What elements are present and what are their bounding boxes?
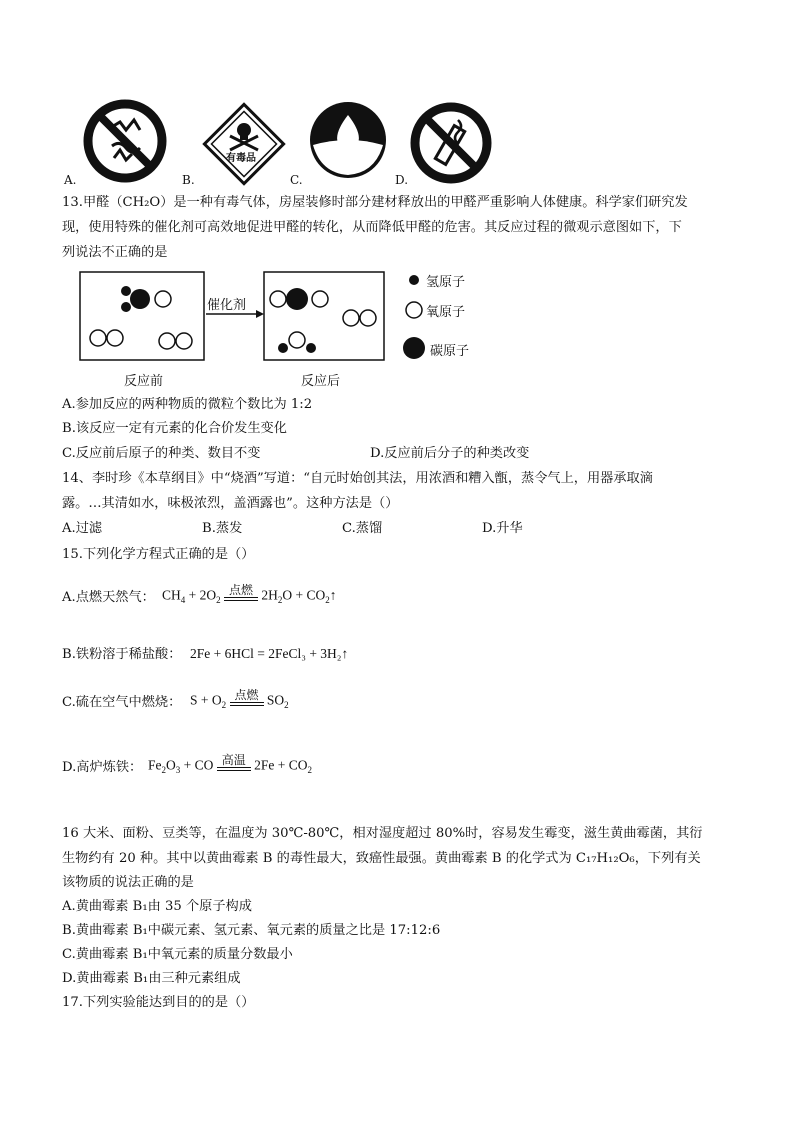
q15-a-prefix: A.点燃天然气：: [62, 590, 155, 605]
q14-option-c: C.蒸馏: [342, 521, 383, 536]
legend-hydrogen: 氢原子: [426, 275, 466, 290]
catalyst-label: 催化剂: [207, 298, 247, 313]
q16-option-d: D.黄曲霉素 B₁由三种元素组成: [62, 971, 241, 986]
q15-b-equation: 2Fe + 6HCl = 2FeCl₃ + 3H₂↑: [190, 646, 349, 661]
sign-d-letter: D.: [395, 173, 409, 187]
flammable-liquid-sign-icon: [305, 97, 391, 183]
q14-stem-line2: 露。…其清如水，味极浓烈，盖酒露也”。这种方法是（）: [62, 496, 399, 511]
q13-stem-line1: 13.甲醛（CH₂O）是一种有毒气体，房屋装修时部分建材释放出的甲醛严重影响人体健康。科学家们研究发: [62, 195, 688, 210]
after-label: 反应后: [301, 374, 341, 389]
q15-stem: 15.下列化学方程式正确的是（）: [62, 547, 255, 562]
q17-stem: 17.下列实验能达到目的的是（）: [62, 995, 255, 1010]
q16-option-c: C.黄曲霉素 B₁中氧元素的质量分数最小: [62, 947, 293, 962]
q13-option-d: D.反应前后分子的种类改变: [370, 446, 530, 461]
q15-option-c: [62, 680, 462, 714]
q15-b-prefix: B.铁粉溶于稀盐酸：: [62, 647, 182, 662]
legend-carbon: 碳原子: [430, 344, 470, 359]
sign-b-letter: B.: [182, 173, 195, 187]
q15-option-a: [62, 575, 462, 609]
toxic-sign-icon: [200, 100, 288, 188]
q13-option-b: B.该反应一定有元素的化合价发生变化: [62, 421, 287, 436]
q16-stem-line1: 16 大米、面粉、豆类等，在温度为 30℃-80℃，相对湿度超过 80%时，容易发生霉变，滋生黄曲霉菌，其衍: [62, 826, 703, 841]
q15-d-prefix: D.高炉炼铁：: [62, 760, 143, 775]
q15-option-d: [62, 745, 462, 779]
q16-stem-line3: 该物质的说法正确的是: [62, 875, 194, 890]
legend-oxygen: 氧原子: [426, 305, 466, 320]
q13-stem-line2: 现，使用特殊的催化剂可高效地促进甲醛的转化，从而降低甲醛的危害。其反应过程的微观示意图如下，下: [62, 220, 682, 235]
q15-c-equation: $S + O_2$ 点燃 $SO_2$: [190, 688, 289, 710]
q15-option-b: [62, 632, 462, 666]
q16-option-b: B.黄曲霉素 B₁中碳元素、氢元素、氧元素的质量之比是 17:12:6: [62, 923, 441, 938]
q14-option-b: B.蒸发: [202, 521, 243, 536]
q15-c-prefix: C.硫在空气中燃烧：: [62, 695, 182, 710]
q14-option-a: A.过滤: [62, 521, 103, 536]
q13-option-c: C.反应前后原子的种类、数目不变: [62, 446, 261, 461]
no-smoking-sign-icon: [408, 100, 494, 186]
q14-stem-line1: 14、李时珍《本草纲目》中“烧酒”写道：“自元时始创其法，用浓酒和糟入甑，蒸令气上，用器承取滴: [62, 471, 653, 486]
q16-stem-line2: 生物约有 20 种。其中以黄曲霉素 B 的毒性最大，致癌性最强。黄曲霉素 B 的化学式为 C₁₇H₁₂O₆，下列有关: [62, 851, 701, 866]
q15-a-condition: 点燃: [229, 583, 254, 597]
q13-stem-line3: 列说法不正确的是: [62, 245, 168, 260]
sign-a-letter: A.: [64, 173, 77, 187]
toxic-sign-caption: 有毒品: [226, 153, 256, 164]
before-label: 反应前: [124, 374, 164, 389]
q15-c-condition: 点燃: [234, 688, 259, 702]
q15-d-condition: 高温: [221, 753, 246, 767]
q15-a-equation: $CH_4 + 2O_2$ 点燃 $2H_2O$ + $CO_2↑$: [162, 583, 337, 605]
q15-d-equation: $Fe_2O_3$ + CO 高温 $2Fe + CO_2$: [148, 753, 312, 775]
q14-option-d: D.升华: [482, 521, 523, 536]
sign-c-letter: C.: [290, 173, 303, 187]
q16-option-a: A.黄曲霉素 B₁由 35 个原子构成: [62, 899, 252, 914]
no-fireworks-sign-icon: [82, 98, 172, 184]
q13-option-a: A.参加反应的两种物质的微粒个数比为 1:2: [62, 397, 313, 412]
